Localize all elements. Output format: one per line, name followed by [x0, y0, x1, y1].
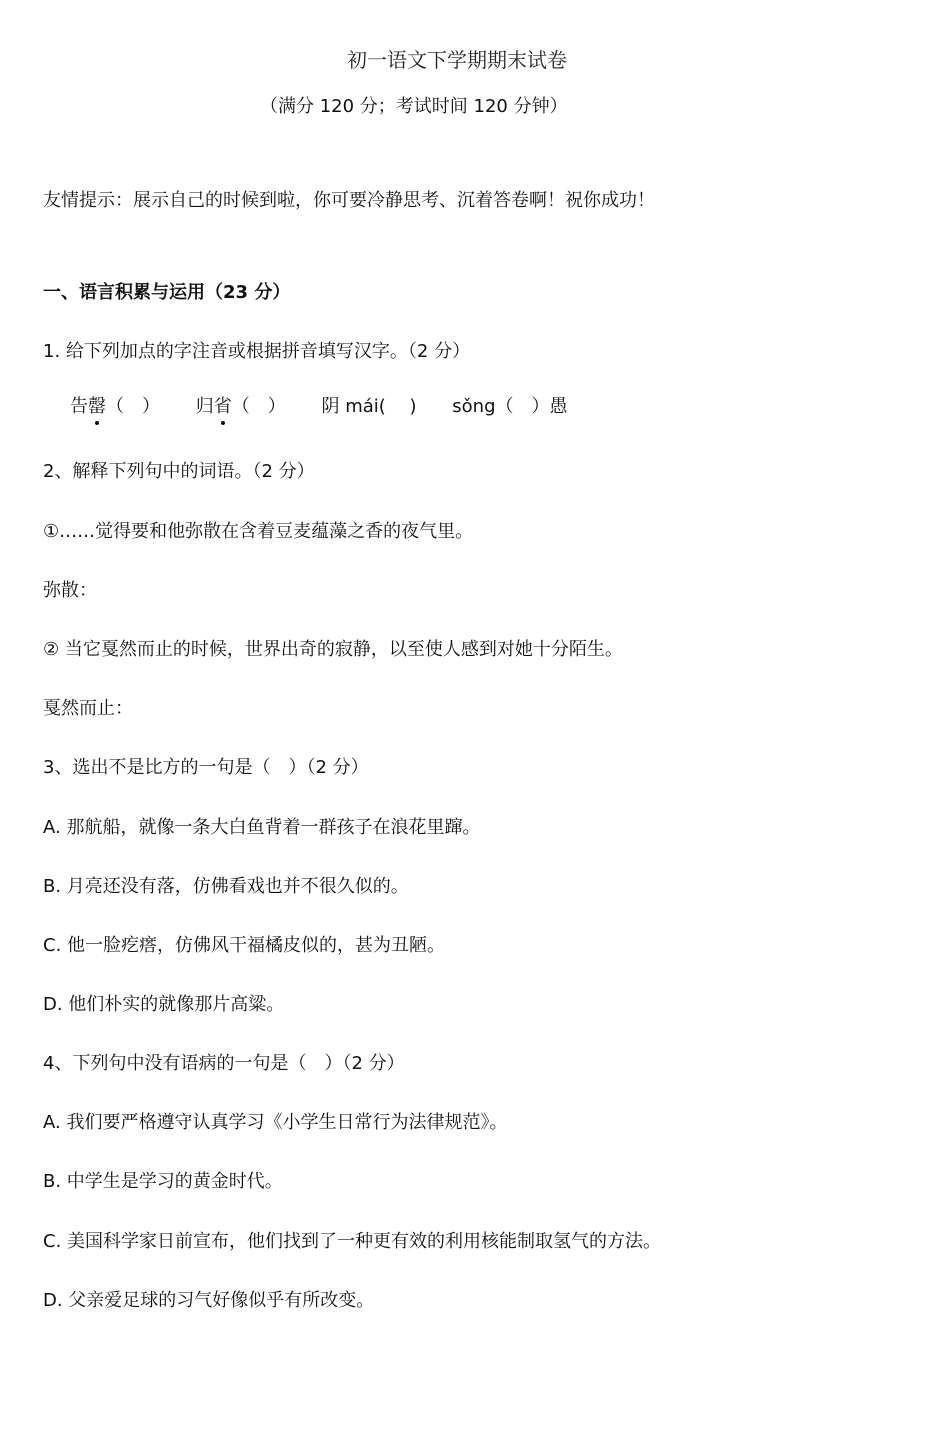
question-2-word-2: 戛然而止：: [43, 698, 133, 719]
friendly-tip: 友情提示：展示自己的时候到啦，你可要冷静思考、沉着答卷啊！祝你成功！: [43, 190, 655, 211]
dotted-char: 罄: [88, 396, 106, 417]
question-3-option-c: C. 他一脸疙瘩，仿佛风干福橘皮似的，甚为丑陋。: [43, 935, 446, 956]
question-4-option-d: D. 父亲爱足球的习气好像似乎有所改变。: [43, 1290, 375, 1311]
item-b-prefix: 归: [195, 396, 214, 417]
question-2-word-1: 弥散：: [43, 580, 97, 601]
question-4-option-a: A. 我们要严格遵守认真学习《小学生日常行为法律规范》。: [43, 1112, 508, 1133]
question-3-stem: 3、选出不是比方的一句是（ ）（2 分）: [43, 757, 369, 778]
question-2-sentence-1: ①……觉得要和他弥散在含着豆麦蕴藻之香的夜气里。: [43, 521, 474, 542]
question-3-option-a: A. 那航船，就像一条大白鱼背着一群孩子在浪花里蹿。: [43, 817, 481, 838]
item-a: [70, 395, 160, 419]
dotted-char: 省: [213, 396, 232, 417]
item-a-prefix: 告: [70, 396, 88, 417]
question-4-option-b: B. 中学生是学习的黄金时代。: [43, 1171, 283, 1192]
item-b: [196, 395, 286, 419]
answer-blank[interactable]: （ ）: [231, 396, 286, 417]
exam-info: （满分 120 分；考试时间 120 分钟）: [260, 96, 568, 117]
page-title: 初一语文下学期期末试卷: [347, 48, 567, 72]
section-heading: 一、语言积累与运用（23 分）: [43, 282, 291, 303]
question-1-stem: 1. 给下列加点的字注音或根据拼音填写汉字。（2 分）: [43, 341, 471, 362]
question-4-stem: 4、下列句中没有语病的一句是（ ）（2 分）: [43, 1053, 405, 1074]
question-4-option-c: C. 美国科学家日前宣布，他们找到了一种更有效的利用核能制取氢气的方法。: [43, 1231, 662, 1252]
answer-blank[interactable]: （ ）: [106, 396, 160, 417]
question-3-option-d: D. 他们朴实的就像那片高粱。: [43, 994, 285, 1015]
question-3-option-b: B. 月亮还没有落，仿佛看戏也并不很久似的。: [43, 876, 409, 897]
item-c: 阴 mái( ): [321, 396, 417, 417]
question-2-stem: 2、解释下列句中的词语。（2 分）: [43, 461, 315, 482]
question-2-sentence-2: ② 当它戛然而止的时候，世界出奇的寂静，以至使人感到对她十分陌生。: [43, 639, 623, 660]
item-d: sǒng（ ）愚: [452, 396, 568, 417]
question-1-items: [70, 395, 598, 419]
